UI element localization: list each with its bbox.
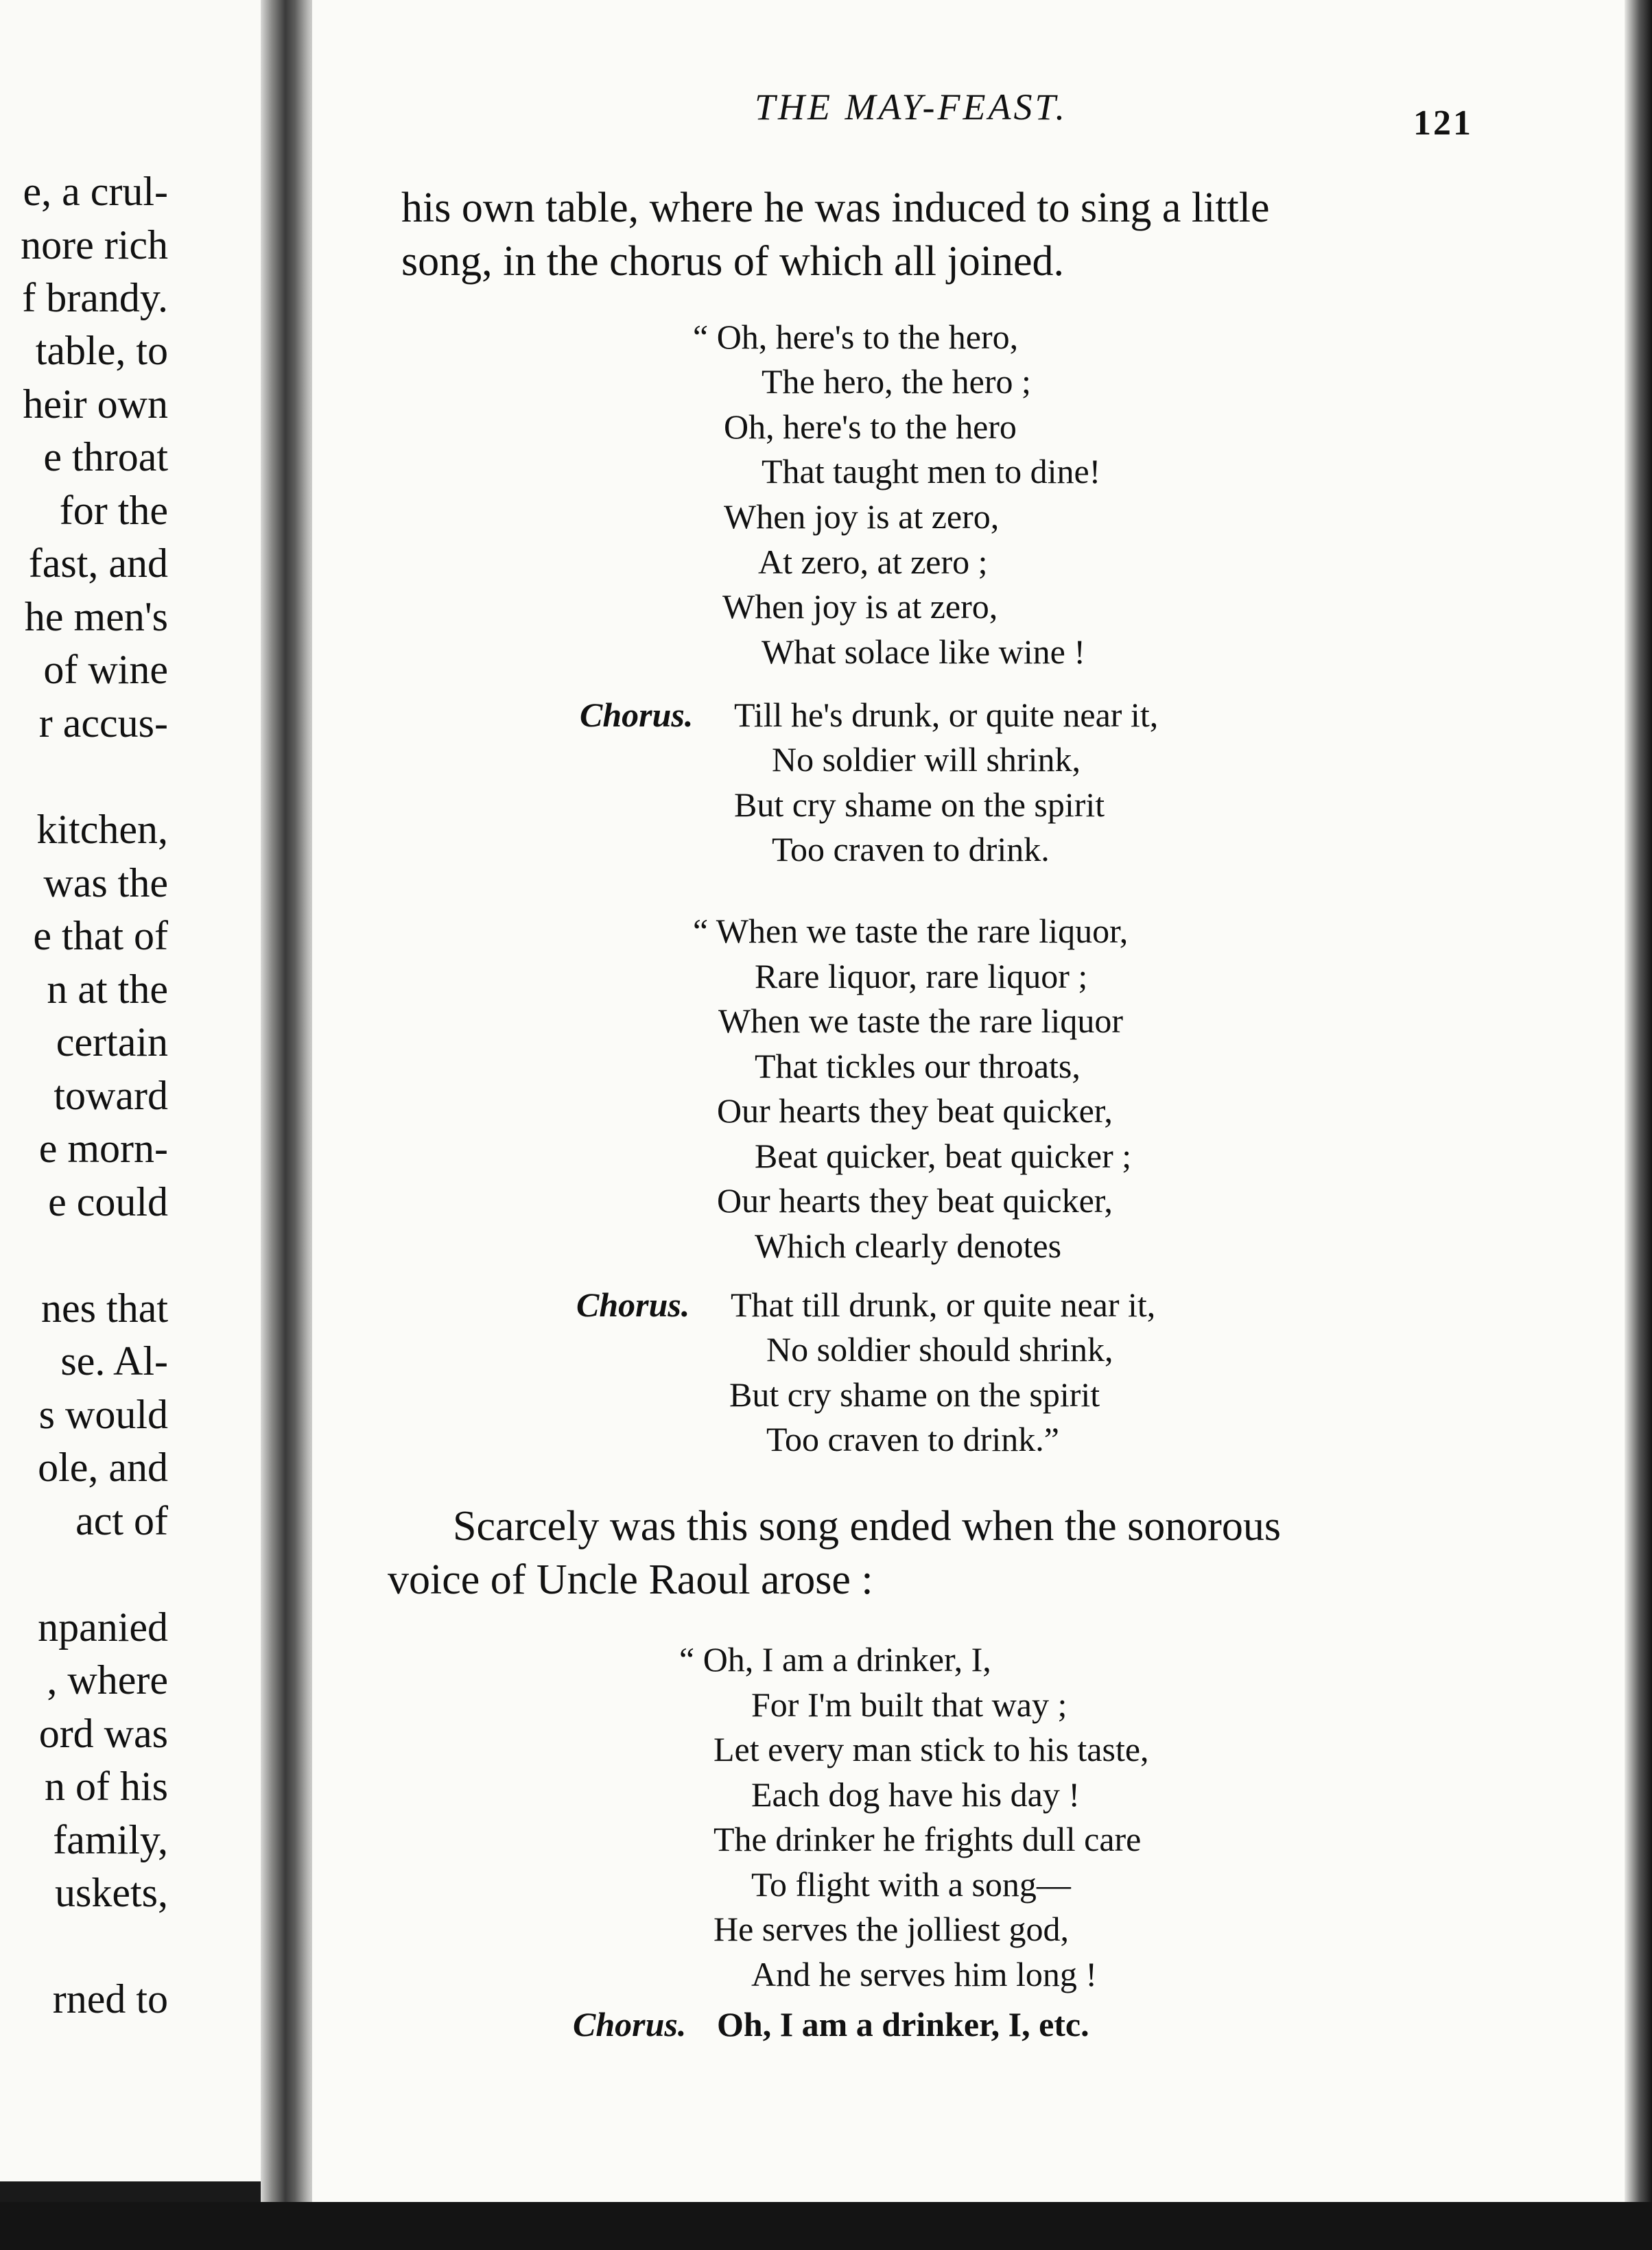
verse-line: Our hearts they beat quicker, (717, 1091, 1113, 1130)
left-text-line: certain (56, 1019, 168, 1065)
left-text-line: uskets, (55, 1870, 168, 1915)
verse-line: The hero, the hero ; (762, 362, 1031, 401)
chorus-label: Chorus. (580, 696, 694, 734)
left-text-line: n of his (45, 1764, 168, 1809)
verse-line: To flight with a song— (751, 1865, 1071, 1904)
verse-line: Each dog have his day ! (751, 1775, 1081, 1814)
left-text-line: kitchen, (36, 807, 168, 852)
verse-line: Oh, here's to the hero (724, 407, 1017, 446)
chorus-line: That till drunk, or quite near it, (731, 1286, 1156, 1324)
left-text-line: e throat (43, 434, 168, 479)
chorus-line: No soldier should shrink, (766, 1330, 1113, 1369)
left-text-line: npanied (38, 1604, 168, 1650)
left-text-line: , where (47, 1657, 168, 1703)
scan-border (0, 2202, 1652, 2250)
chorus-label: Chorus. (573, 2005, 687, 2044)
left-text-line: ord was (38, 1711, 168, 1756)
left-text-line: r accus- (38, 700, 168, 746)
chorus-label: Chorus. (576, 1286, 690, 1324)
left-text-line: was the (43, 860, 168, 905)
left-text-line: rned to (52, 1976, 168, 2022)
middle-line-2: voice of Uncle Raoul arose : (388, 1556, 873, 1603)
verse-line: “ Oh, here's to the hero, (693, 318, 1019, 356)
verse-line: Let every man stick to his taste, (713, 1730, 1149, 1768)
left-text-line: family, (53, 1817, 168, 1862)
verse-line: What solace like wine ! (762, 632, 1086, 671)
left-text-line: nore rich (21, 222, 168, 268)
verse-line: Our hearts they beat quicker, (717, 1181, 1113, 1220)
verse-line: The drinker he frights dull care (713, 1820, 1142, 1858)
verse-line: Beat quicker, beat quicker ; (755, 1137, 1132, 1175)
book-gutter (261, 0, 316, 2250)
chorus-line: Too craven to drink.” (766, 1420, 1059, 1458)
chorus-line: But cry shame on the spirit (734, 785, 1105, 824)
left-page-fragment (0, 0, 271, 2181)
chorus-line: Oh, I am a drinker, I, etc. (717, 2005, 1089, 2044)
left-text-line: ole, and (38, 1445, 168, 1490)
verse-line: Which clearly denotes (755, 1227, 1062, 1265)
left-text-line: act of (75, 1498, 168, 1543)
left-text-line: heir own (23, 381, 168, 427)
left-text-line: se. Al- (60, 1338, 168, 1384)
left-text-line: f brandy. (22, 275, 168, 320)
left-text-line: table, to (35, 328, 168, 373)
left-text-line: of wine (43, 647, 168, 692)
page-number: 121 (1413, 104, 1473, 143)
verse-line: Rare liquor, rare liquor ; (755, 957, 1088, 995)
left-text-line: for the (59, 488, 168, 533)
verse-line: “ When we taste the rare liquor, (693, 912, 1129, 950)
left-text-line: e morn- (38, 1126, 168, 1171)
chorus-line: But cry shame on the spirit (729, 1375, 1100, 1414)
verse-line: And he serves him long ! (751, 1955, 1098, 1993)
middle-line-1: Scarcely was this song ended when the sonorous (453, 1503, 1282, 1550)
left-text-line: e that of (33, 913, 168, 958)
chorus-line: No soldier will shrink, (772, 740, 1081, 779)
left-text-line: toward (54, 1073, 168, 1118)
page-edge (1625, 0, 1652, 2202)
verse-line: He serves the jolliest god, (713, 1910, 1069, 1948)
verse-line: When we taste the rare liquor (718, 1002, 1124, 1040)
left-text-line: s would (38, 1392, 168, 1437)
left-text-line: he men's (24, 594, 168, 639)
chorus-line: Till he's drunk, or quite near it, (734, 696, 1159, 734)
left-text-line: e could (48, 1179, 168, 1224)
verse-line: When joy is at zero, (724, 497, 1000, 536)
left-text-line: e, a crul- (23, 169, 168, 214)
left-text-line: n at the (47, 967, 168, 1012)
verse-line: At zero, at zero ; (758, 543, 988, 581)
verse-line: That taught men to dine! (762, 452, 1101, 490)
verse-line: That tickles our throats, (755, 1047, 1081, 1085)
intro-line-1: his own table, where he was induced to sing a little (401, 185, 1270, 231)
intro-line-2: song, in the chorus of which all joined. (401, 238, 1064, 285)
chorus-line: Too craven to drink. (772, 830, 1050, 868)
right-page (312, 0, 1652, 2202)
running-title: THE MAY-FEAST. (755, 86, 1067, 128)
verse-line: “ Oh, I am a drinker, I, (679, 1640, 991, 1679)
verse-line: When joy is at zero, (722, 587, 998, 626)
left-text-line: nes that (41, 1286, 168, 1331)
left-text-line: fast, and (28, 541, 168, 586)
verse-line: For I'm built that way ; (751, 1685, 1067, 1724)
